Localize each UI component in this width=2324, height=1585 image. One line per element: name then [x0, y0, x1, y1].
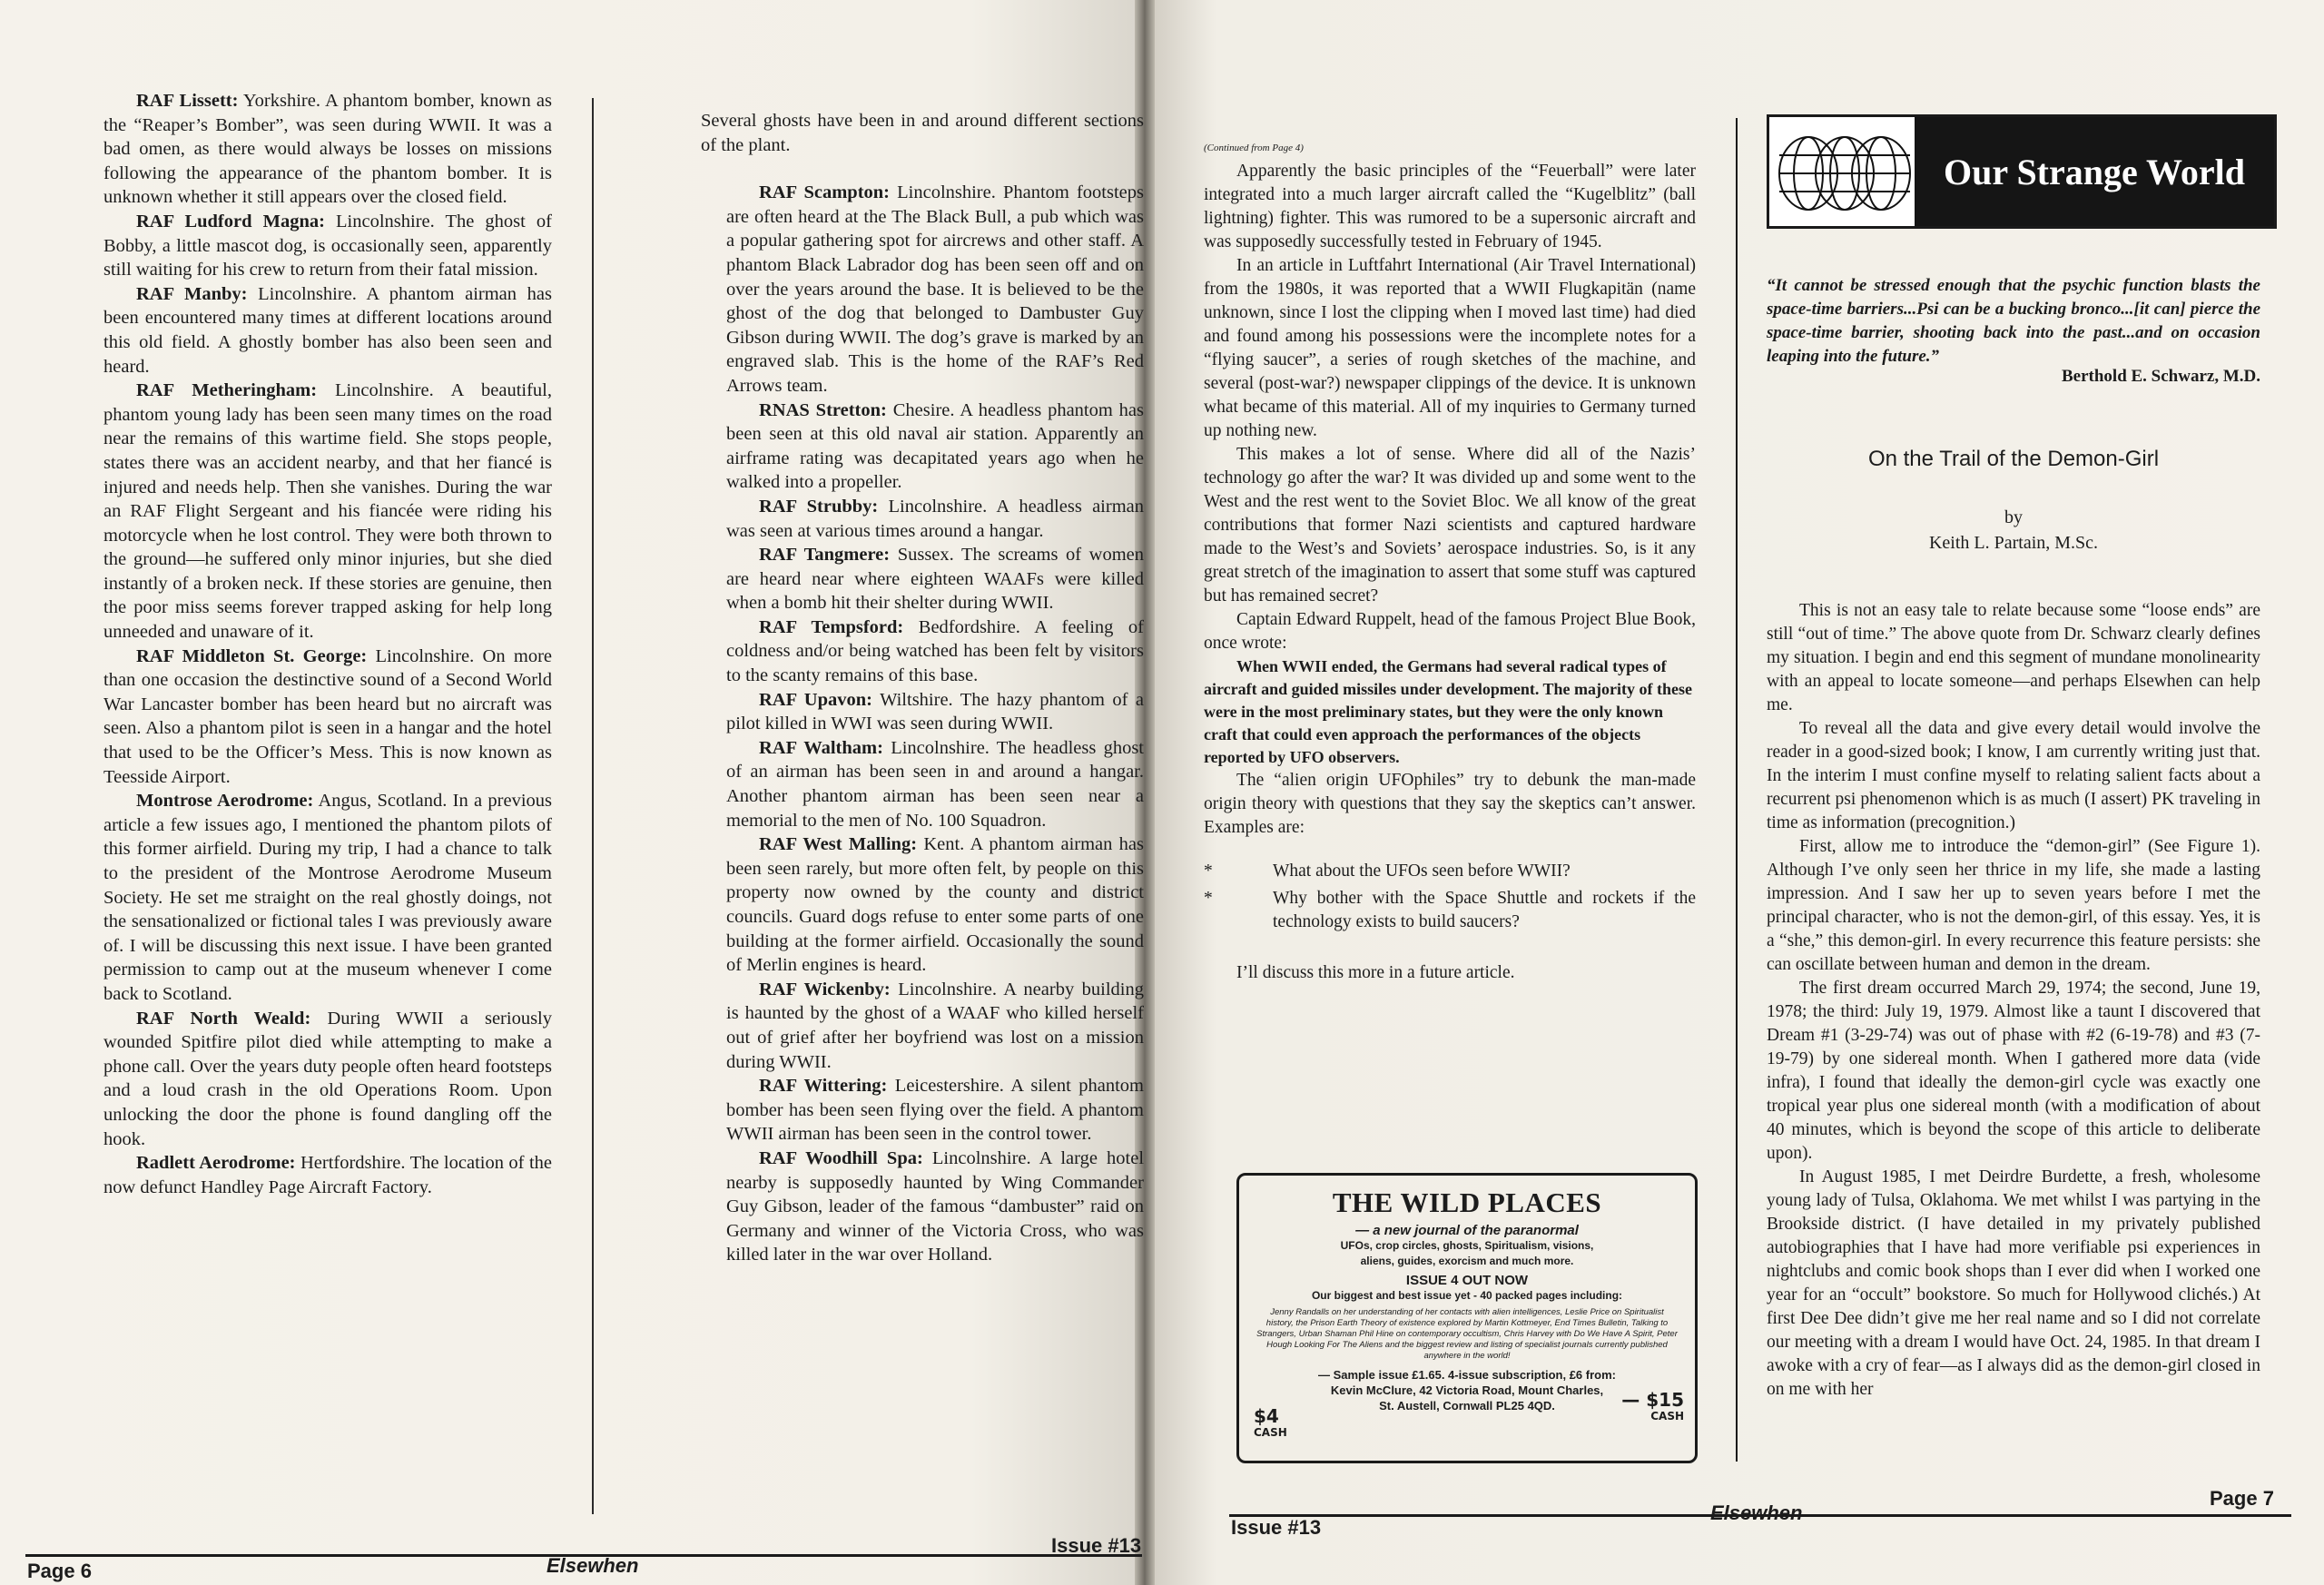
ad-biggest: Our biggest and best issue yet - 40 packed pages including:	[1311, 1289, 1623, 1302]
ad-price: — Sample issue £1.65. 4-issue subscription, £6 from:	[1317, 1368, 1616, 1382]
ad-address-1: Kevin McClure, 42 Victoria Road, Mount Charles,	[1330, 1383, 1604, 1397]
listing-name: RAF Strubby:	[759, 496, 879, 517]
listing-text: Lincolnshire. A large hotel nearby is supposedly haunted by Wing Commander Guy Gibson, leader of the famous “dambuster” raid on Germany and winner of the Victoria Cross, who was killed later in the war over Holland.	[726, 1147, 1145, 1265]
listing-name: RAF Wittering:	[759, 1076, 888, 1097]
ad-issue: ISSUE 4 OUT NOW	[1405, 1273, 1529, 1288]
ad-contents: Jenny Randalls on her understanding of her contacts with alien intelligences, Leslie Price on Spiritualist history, the Prison Earth Theory of existence explored by Martin Kottmeyer, End Times Bulletin, Talking to Strangers, Urban Shaman Phil Hine on contemporary occultism, Chris Harvey with Do We Have A Spirit, Peter Hough Looking For The Aliens and the biggest review and listing of specialist journals currently published anywhere in the world!	[1256, 1307, 1678, 1361]
listing-text: Bedfordshire. A feeling of coldness and/or being watched has been felt by visitors to the scanty remains of this base.	[726, 616, 1145, 686]
listing-name: RAF Ludford Magna:	[136, 211, 325, 231]
question-item	[1204, 887, 1696, 934]
question-text: Why bother with the Space Shuttle and rockets if the technology exists to build saucers?	[1273, 889, 1696, 931]
listing-text: Angus, Scotland. In a previous article a few issues ago, I mentioned the phantom pilots of this former airfield. During my trip, I had a chance to talk to the president of the Montrose Aerodrome Museum Society. He set me straight on the real ghostly doings, not the sensationalized or fictional tales I was previously aware of. I will be discussing this next issue. I have been granted permission to camp out at the museum whenever I come back to Scotland.	[103, 791, 553, 1004]
bullet-star: *	[1204, 861, 1213, 881]
listing-text: Leicestershire. A silent phantom bomber has been seen flying over the field. A phantom WWII airman has been seen in the control tower.	[726, 1076, 1144, 1145]
listing-entry	[628, 181, 1144, 398]
article-paragraph: In an article in Luftfahrt International (Air Travel International) from the 1980s, it was reported that a WWII Flugkapitän (name unknown, since I lost the clipping when I moved last time) had died and found among his possessions were the incomplete notes for a “flying saucer”, a series of rough sketches of the machine, and several (post-war?) newspaper clippings of the device. It is unknown what became of this material. All of my inquiries to Germany turned up nothing new.	[1204, 256, 1696, 440]
listing-entry	[628, 978, 1144, 1074]
question-item	[1204, 860, 1696, 883]
listing-entry	[628, 736, 1144, 832]
listing-text: Chesire. A headless phantom has been seen at this old naval air station. Apparently an airframe rating was decapitated years ago when he walked into a propeller.	[726, 399, 1145, 493]
magazine-name-left: Elsewhen	[547, 1554, 639, 1577]
our-strange-world-banner	[1767, 114, 2277, 229]
listing-text: Lincolnshire. Phantom footsteps are often heard at the The Black Bull, a pub which was a popular gathering spot for aircrews and other staff. A phantom Black Labrador dog has been seen off and on over the years around the base. It is believed to be the ghost of the dog that belonged to Dambuster Guy Gibson during WWII. The dog’s grave is marked by an engraved slab. This is the home of the RAF’s Red Arrows team.	[726, 182, 1144, 396]
column-divider	[592, 98, 594, 1514]
continued-note: (Continued from Page 4)	[1204, 143, 1304, 153]
question-text: What about the UFOs seen before WWII?	[1273, 861, 1571, 881]
listing-entry	[5, 210, 552, 282]
handwritten-price-right	[1621, 1389, 1684, 1424]
listing-name: RAF Lissett:	[136, 91, 239, 111]
demon-girl-paragraph: First, allow me to introduce the “demon-girl” (See Figure 1). Although I’ve only seen her thrice in my life, she made a lasting impression. And I saw her up to seven years before I met the principal character, who is not the demon-girl, of this essay. Yes, it is a “she,” this demon-girl. In every recurrence this feature persists: she can oscillate between human and demon in the dream.	[1767, 837, 2260, 974]
byline-author: Keith L. Partain, M.Sc.	[1928, 533, 2099, 553]
demon-girl-paragraph: This is not an easy tale to relate because some “loose ends” are still “out of time.” The above quote from Dr. Schwarz clearly defines my situation. I begin and end this segment of mundane monolinearity with an appeal to locate someone—and perhaps Elsewhen can help me.	[1767, 601, 2260, 714]
listing-text: Lincolnshire. The headless ghost of an airman has been seen in and around a hangar. Another phantom airman has been seen near a memorial to the men of No. 100 Squadron.	[726, 737, 1145, 831]
listing-text: Lincolnshire. On more than one occasion the destinctive sound of a Second World War Lancaster bomber has been heard but no aircraft was seen. Also a phantom pilot is seen in a hangar and the hotel that used to be the Officer’s Mess. This is now known as Teesside Airport.	[103, 645, 552, 787]
handwritten-price-left-note: CASH	[1254, 1426, 1287, 1439]
article-paragraph: Captain Edward Ruppelt, head of the famous Project Blue Book, once wrote:	[1204, 610, 1696, 653]
epigraph-author: Berthold E. Schwarz, M.D.	[2061, 367, 2260, 386]
ad-topics	[1239, 1238, 1695, 1269]
listing-entry	[5, 1007, 552, 1152]
page-number-right: Page 7	[2210, 1487, 2274, 1510]
listing-name: RAF North Weald:	[136, 1008, 311, 1029]
listing-entry	[5, 89, 552, 210]
handwritten-price-left-amount: $4	[1254, 1405, 1279, 1427]
issue-number-left: Issue #13	[1051, 1534, 1142, 1557]
listing-text: Lincolnshire. The ghost of Bobby, a little mascot dog, is occasionally seen, apparently still waiting for his crew to return from their fatal mission.	[103, 211, 553, 281]
listing-text: Sussex. The screams of women are heard near where eighteen WAAFs were killed when a bomb hit their shelter during WWII.	[726, 545, 1145, 614]
listing-name: Radlett Aerodrome:	[136, 1153, 296, 1174]
listing-text: Hertfordshire. The location of the now defunct Handley Page Aircraft Factory.	[103, 1153, 553, 1197]
listing-name: RAF Tangmere:	[759, 545, 891, 566]
listing-entry	[628, 543, 1144, 615]
plant-ghosts-continued: Several ghosts have been in and around different sections of the plant.	[701, 111, 1144, 155]
ad-topics-line-1: UFOs, crop circles, ghosts, Spiritualism, visions,	[1340, 1239, 1594, 1252]
listing-entry	[5, 282, 552, 379]
left-column-2	[628, 109, 1144, 1267]
listing-name: RAF Waltham:	[759, 737, 883, 758]
issue-number-right: Issue #13	[1231, 1516, 1322, 1539]
listing-entry	[628, 1074, 1144, 1147]
globe-logo-icon	[1777, 130, 1913, 217]
bullet-star: *	[1204, 889, 1213, 908]
left-column-1	[5, 89, 552, 1199]
closing-line: I’ll discuss this more in a future article.	[1236, 963, 1515, 982]
listing-entry	[628, 615, 1144, 688]
ad-subtitle: — a new journal of the paranormal	[1355, 1223, 1579, 1238]
ad-title: THE WILD PLACES	[1332, 1186, 1602, 1218]
listing-name: RAF Metheringham:	[136, 380, 318, 401]
listing-entry	[628, 688, 1144, 736]
listing-name: RAF West Malling:	[759, 834, 918, 855]
article-title: On the Trail of the Demon-Girl	[1867, 447, 2160, 471]
demon-girl-paragraph: To reveal all the data and give every detail would involve the reader in a good-sized book; I know, I am currently writing just that. In the interim I must confine myself to relating salient facts about a recurrent psi phenomenon which is as much (I assert) PK traveling in time as information (precognition.)	[1767, 719, 2260, 832]
article-paragraph: Apparently the basic principles of the “Feuerball” were later integrated into a much larger aircraft called the “Kugelblitz” (ball lightning) fighter. This was rumored to be a supersonic aircraft and was supposedly successfully tested in February of 1945.	[1204, 162, 1696, 251]
ad-topics-line-2: aliens, guides, exorcism and much more.	[1360, 1255, 1574, 1267]
handwritten-price-right-note: CASH	[1650, 1410, 1684, 1423]
wild-places-ad	[1236, 1173, 1698, 1463]
listing-text: Lincolnshire. A beautiful, phantom young lady has been seen many times on the road near the remains of this wartime field. She stops people, states there was an accident nearby, and that her fiancé is injured and needs help. Then she vanishes. During the war an RAF Flight Sergeant and his fiancée were riding his motorcycle when he lost control. They were both thrown to the ground—he suffered only minor injuries, but she died instantly of a broken neck. If these stories are genuine, then the poor miss seems forever trapped asking for help long unneeded and unaware of it.	[103, 380, 553, 643]
column-divider-right	[1736, 118, 1738, 1462]
listing-text: Wiltshire. The hazy phantom of a pilot killed in WWI was seen during WWII.	[726, 689, 1144, 734]
listing-name: RAF Tempsford:	[759, 616, 904, 637]
listing-entry	[5, 379, 552, 645]
listing-name: Montrose Aerodrome:	[136, 791, 314, 812]
listing-name: RAF Wickenby:	[759, 979, 891, 999]
article-paragraph: This makes a lot of sense. Where did all of the Nazis’ technology go after the war? It was divided up and some went to the West and the rest went to the Soviet Bloc. We all know of the great contributions that former Nazi scientists and captured hardware made to the West’s and Soviets’ aerospace industries. So, is it any great stretch of the imagination to assert that some stuff was captured but has remained secret?	[1204, 445, 1696, 605]
ad-address-2: St. Austell, Cornwall PL25 4QD.	[1379, 1399, 1555, 1413]
demon-girl-paragraph: The first dream occurred March 29, 1974; the second, June 19, 1978; the third: July 19, 1979. Almost like a taunt I discovered that Dream #1 (3-29-74) was out of phase with #2 (6-19-78) and #3 (7-19-79) by one sidereal month. When I gathered more data (vide infra), I found that ideally the demon-girl cycle was exactly one tropical year plus one sidereal month (with a modification of about 40 minutes, which is beyond the scope of this article to deliberate upon).	[1767, 979, 2260, 1163]
listing-name: RNAS Stretton:	[759, 399, 887, 420]
listing-entry	[628, 1147, 1144, 1267]
page-number-left: Page 6	[27, 1560, 92, 1582]
ruppelt-quote: When WWII ended, the Germans had several radical types of aircraft and guided missiles under development. The majority of these were in the most preliminary states, but they were the only known craft that could even approach the performances of the objects reported by UFO observers.	[1204, 657, 1692, 766]
epigraph-quote: “It cannot be stressed enough that the psychic function blasts the space-time barriers...Psi can be a bucking bronco...[it can] pierce the space-time barrier, shooting back into the past...and on occasion leaping into the future.”	[1767, 276, 2260, 366]
magazine-name-right: Elsewhen	[1710, 1501, 1803, 1524]
right-column-2	[1767, 599, 2260, 1402]
byline	[1767, 505, 2260, 556]
listing-entry	[5, 789, 552, 1006]
listing-entry	[628, 399, 1144, 495]
listing-name: RAF Upavon:	[759, 689, 872, 710]
listing-text: Kent. A phantom airman has been seen rarely, but more often felt, by people on this property now owned by the county and district councils. Guard dogs refuse to enter some parts of one building at the former airfield. Occasionally the sound of Merlin engines is heard.	[726, 834, 1145, 976]
question-list	[1204, 860, 1696, 934]
listing-name: RAF Woodhill Spa:	[759, 1147, 923, 1168]
listing-text: Lincolnshire. A nearby building is haunted by the ghost of a WAAF who killed herself out of grief after her boyfriend was lost on a mission during WWII.	[726, 979, 1145, 1072]
listing-name: RAF Middleton St. George:	[136, 645, 368, 666]
listing-name: RAF Manby:	[136, 283, 248, 304]
handwritten-price-left	[1254, 1405, 1287, 1441]
demon-girl-paragraph: In August 1985, I met Deirdre Burdette, a fresh, wholesome young lady of Tulsa, Oklahoma. We met whilst I was partying in the Brookside district. (I have detailed in my privately published autobiographies that I have had more verifiable psi experiences in nightclubs and comic book shops than I ever did when I worked one year for an “occult” bookstore. So much for Hollywood clichés.) At first Dee Dee didn’t give me her real name and so I did not correlate our meeting with a dream I would have Oct. 24, 1985. In that dream I awoke with a cry of fear—as I always did as the demon-girl closed in on me with her	[1767, 1167, 2260, 1399]
listing-name: RAF Scampton:	[759, 182, 891, 203]
listing-text: Lincolnshire. A headless airman was seen at various times around a hangar.	[726, 496, 1144, 541]
banner-title: Our Strange World	[1915, 117, 2274, 226]
listing-text: During WWII a seriously wounded Spitfire pilot died while attempting to make a phone call. Over the years duty people often heard footsteps and a loud crash in the old Operations Room. Upon unlocking the door the phone is found dangling off the hook.	[103, 1008, 553, 1149]
listing-entry	[5, 1151, 552, 1199]
byline-by: by	[2004, 507, 2023, 527]
listing-text: Yorkshire. A phantom bomber, known as the “Reaper’s Bomber”, was seen during WWII. It was a bad omen, as there would always be losses on missions following the appearance of the phantom bomber. It is unknown whether it still appears over the closed field.	[103, 91, 552, 208]
ufophiles-paragraph: The “alien origin UFOphiles” try to debunk the man-made origin theory with questions that they say the skeptics can’t answer. Examples are:	[1204, 771, 1696, 837]
listing-entry	[628, 832, 1144, 978]
listing-text: Lincolnshire. A phantom airman has been encountered many times at different locations around this old field. A ghostly bomber has also been seen and heard.	[103, 283, 553, 377]
handwritten-price-right-amount: — $15	[1621, 1389, 1684, 1411]
listing-entry	[628, 495, 1144, 543]
listing-entry	[5, 645, 552, 790]
right-column-1	[1204, 136, 1696, 985]
